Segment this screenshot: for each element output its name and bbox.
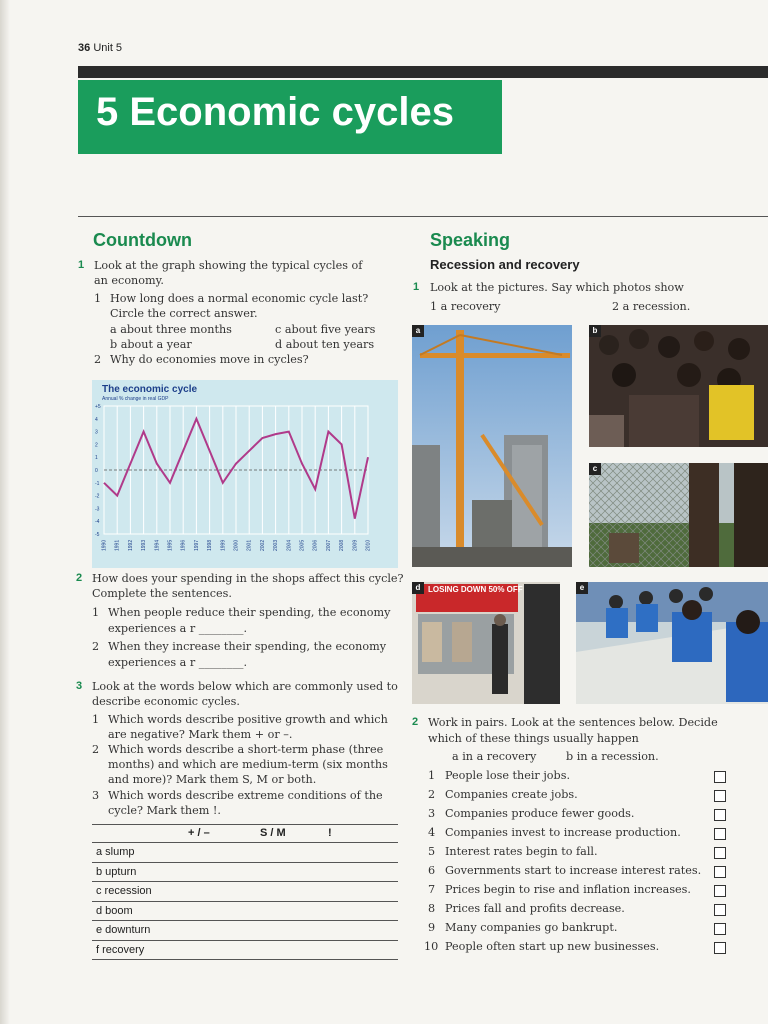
- q1-sub2-text: Why do economies move in cycles?: [110, 353, 309, 366]
- x-tick-label: 1995: [167, 539, 174, 551]
- title-banner: [78, 80, 502, 154]
- sp-q1-text: Look at the pictures. Say which photos show: [430, 281, 684, 294]
- sp-q1-number: 1: [413, 281, 420, 293]
- col-header-growth: + / –: [188, 827, 210, 839]
- q2-text-line2: Complete the sentences.: [92, 587, 232, 600]
- statement-number: 2: [428, 788, 436, 801]
- statement-text: Interest rates begin to fall.: [445, 845, 598, 858]
- answer-checkbox[interactable]: [714, 790, 726, 802]
- x-tick-label: 2005: [299, 539, 306, 551]
- economic-cycle-chart: [92, 380, 398, 568]
- q3-s2-number: 2: [92, 743, 100, 756]
- photo-label-e: e: [576, 582, 588, 594]
- q3-s3-line2: cycle? Mark them !.: [108, 804, 221, 817]
- q3-text-line2: describe economic cycles.: [92, 695, 240, 708]
- x-tick-label: 1990: [101, 539, 108, 551]
- x-tick-label: 1993: [141, 539, 148, 551]
- q1-number: 1: [78, 259, 85, 271]
- table-header: [92, 824, 398, 843]
- q1-sub2-number: 2: [94, 353, 102, 366]
- q2-s1-number: 1: [92, 606, 100, 619]
- answer-checkbox[interactable]: [714, 885, 726, 897]
- table-row[interactable]: [92, 921, 398, 941]
- statement-number: 4: [428, 826, 436, 839]
- q3-s1-line1: Which words describe positive growth and which: [108, 713, 388, 726]
- crowd-shopping-image: [589, 325, 768, 447]
- sp-q2-number: 2: [412, 716, 419, 728]
- sp-q2-option-b: b in a recession.: [566, 750, 659, 763]
- x-tick-label: 2003: [273, 539, 280, 551]
- x-tick-label: 1991: [114, 539, 121, 551]
- q1-option-a: a about three months: [110, 323, 232, 336]
- construction-cranes-image: [412, 325, 572, 567]
- q2-s1-line1: When people reduce their spending, the economy: [108, 606, 391, 619]
- q3-s1-line2: are negative? Mark them + or –.: [108, 728, 293, 741]
- running-header: [78, 42, 122, 54]
- x-tick-label: 2007: [325, 539, 332, 551]
- statement-number: 8: [428, 902, 436, 915]
- statement-text: Many companies go bankrupt.: [445, 921, 618, 934]
- x-tick-label: 1997: [193, 539, 200, 551]
- page-title: 5 Economic cycles: [96, 90, 454, 134]
- x-tick-label: 1998: [207, 539, 214, 551]
- shop-sign-text: LOSING DOWN 50% OFF: [428, 585, 523, 594]
- statement-number: 9: [428, 921, 436, 934]
- photo-a-construction: [412, 325, 572, 567]
- answer-checkbox[interactable]: [714, 828, 726, 840]
- unit-label: Unit 5: [93, 42, 123, 54]
- photo-b-shoppers: [589, 325, 768, 447]
- x-tick-label: 2010: [365, 539, 372, 551]
- table-cell-word: e downturn: [96, 924, 151, 936]
- photo-d-closing-shop: [412, 582, 560, 704]
- photo-label-d: d: [412, 582, 424, 594]
- answer-checkbox[interactable]: [714, 847, 726, 859]
- q3-number: 3: [76, 680, 83, 692]
- statement-number: 1: [428, 769, 436, 782]
- photo-label-a: a: [412, 325, 424, 337]
- y-tick-label: 1: [95, 455, 98, 462]
- table-cell-word: f recovery: [96, 943, 145, 956]
- statement-text: Prices fall and profits decrease.: [445, 902, 625, 915]
- statement-number: 10: [424, 940, 439, 953]
- statement-number: 5: [428, 845, 436, 858]
- x-tick-label: 1996: [180, 539, 187, 551]
- q2-s2-number: 2: [92, 640, 100, 653]
- photo-e-factory: [576, 582, 768, 704]
- answer-checkbox[interactable]: [714, 866, 726, 878]
- y-tick-label: 2: [95, 442, 98, 449]
- chart-title: The economic cycle: [102, 384, 198, 395]
- q1-option-b: b about a year: [110, 338, 192, 351]
- q2-s2-line2: experiences a r ________.: [108, 656, 248, 669]
- sp-q2-line1: Work in pairs. Look at the sentences below. Decide: [428, 716, 718, 729]
- q3-s3-line1: Which words describe extreme conditions of the: [108, 789, 383, 802]
- sp-q1-option1: 1 a recovery: [430, 300, 501, 313]
- abandoned-fence-image: [589, 463, 768, 567]
- photo-label-b: b: [589, 325, 601, 337]
- statement-number: 7: [428, 883, 436, 896]
- q1-sub1-number: 1: [94, 292, 102, 305]
- statement-text: Companies invest to increase production.: [445, 826, 681, 839]
- q1-option-d: d about ten years: [275, 338, 375, 351]
- answer-checkbox[interactable]: [714, 923, 726, 935]
- col-header-term: S / M: [260, 827, 286, 839]
- table-row[interactable]: [92, 902, 398, 922]
- statement-text: Companies produce fewer goods.: [445, 807, 635, 820]
- x-tick-label: 1999: [220, 539, 227, 551]
- y-tick-label: +5: [95, 404, 101, 410]
- answer-checkbox[interactable]: [714, 809, 726, 821]
- sp-q1-option2: 2 a recession.: [612, 300, 691, 313]
- table-cell-word: a slump: [96, 846, 135, 858]
- statement-text: People lose their jobs.: [445, 769, 570, 782]
- q2-text-line1: How does your spending in the shops affect this cycle?: [92, 572, 404, 585]
- countdown-heading: Countdown: [93, 230, 192, 250]
- table-row[interactable]: [92, 882, 398, 902]
- q1-option-c: c about five years: [275, 323, 376, 336]
- q3-s3-number: 3: [92, 789, 100, 802]
- q3-s2-line2: months) and which are medium-term (six months: [108, 758, 388, 771]
- y-tick-label: -1: [95, 480, 100, 487]
- photo-label-c: c: [589, 463, 601, 475]
- closing-down-shop-image: [412, 582, 560, 704]
- section-divider: [78, 216, 768, 217]
- x-tick-label: 2008: [339, 539, 346, 551]
- y-tick-label: 4: [95, 416, 98, 423]
- statement-text: Prices begin to rise and inflation increases.: [445, 883, 691, 896]
- x-tick-label: 1994: [154, 539, 161, 551]
- vocabulary-table: [92, 824, 398, 960]
- q3-s1-number: 1: [92, 713, 100, 726]
- y-tick-label: -3: [95, 506, 100, 513]
- col-header-extreme: !: [328, 827, 332, 839]
- table-row[interactable]: [92, 843, 398, 863]
- y-tick-label: -2: [95, 493, 100, 500]
- table-cell-word: b upturn: [96, 865, 137, 878]
- photo-c-abandoned: [589, 463, 768, 567]
- x-tick-label: 2009: [352, 539, 359, 551]
- q3-s2-line3: and more)? Mark them S, M or both.: [108, 773, 317, 786]
- sp-q2-line2: which of these things usually happen: [428, 732, 639, 745]
- q1-sub1-line1: How long does a normal economic cycle last?: [110, 292, 369, 305]
- statement-number: 3: [428, 807, 436, 820]
- statement-text: Governments start to increase interest rates.: [445, 864, 702, 877]
- x-tick-label: 2006: [312, 539, 319, 551]
- y-tick-label: -5: [95, 532, 100, 538]
- statement-text: People often start up new businesses.: [445, 940, 660, 953]
- factory-workers-image: [576, 582, 768, 704]
- y-tick-label: 0: [95, 468, 98, 474]
- q2-number: 2: [76, 572, 83, 584]
- table-cell-word: d boom: [96, 904, 133, 917]
- page-number: 36: [78, 42, 91, 54]
- q1-sub1-line2: Circle the correct answer.: [110, 307, 258, 320]
- x-tick-label: 2002: [259, 539, 266, 551]
- q2-s2-line1: When they increase their spending, the economy: [108, 640, 387, 653]
- y-tick-label: -4: [95, 519, 100, 526]
- top-bar: [78, 66, 768, 78]
- answer-checkbox[interactable]: [714, 942, 726, 954]
- x-tick-label: 2004: [286, 539, 293, 551]
- q3-s2-line1: Which words describe a short-term phase (three: [108, 743, 384, 756]
- q2-s1-line2: experiences a r ________.: [108, 622, 248, 635]
- speaking-subheading: Recession and recovery: [430, 257, 580, 272]
- x-tick-label: 2001: [246, 539, 253, 551]
- table-cell-word: c recession: [96, 885, 152, 897]
- sp-q2-option-a: a in a recovery: [452, 750, 537, 763]
- chart-subtitle: Annual % change in real GDP: [102, 396, 169, 402]
- answer-checkbox[interactable]: [714, 904, 726, 916]
- statement-text: Companies create jobs.: [445, 788, 578, 801]
- table-row[interactable]: [92, 863, 398, 883]
- page-gutter: [0, 0, 10, 1024]
- q1-text-line1: Look at the graph showing the typical cycles of: [94, 259, 363, 272]
- speaking-heading: Speaking: [430, 230, 511, 250]
- x-tick-label: 2000: [233, 539, 240, 551]
- answer-checkbox[interactable]: [714, 771, 726, 783]
- statement-number: 6: [428, 864, 436, 877]
- q3-text-line1: Look at the words below which are commonly used to: [92, 680, 398, 693]
- chart-svg: [92, 380, 398, 568]
- q1-text-line2: an economy.: [94, 274, 164, 287]
- table-row[interactable]: [92, 941, 398, 961]
- x-tick-label: 1992: [127, 539, 134, 551]
- y-tick-label: 3: [95, 429, 98, 436]
